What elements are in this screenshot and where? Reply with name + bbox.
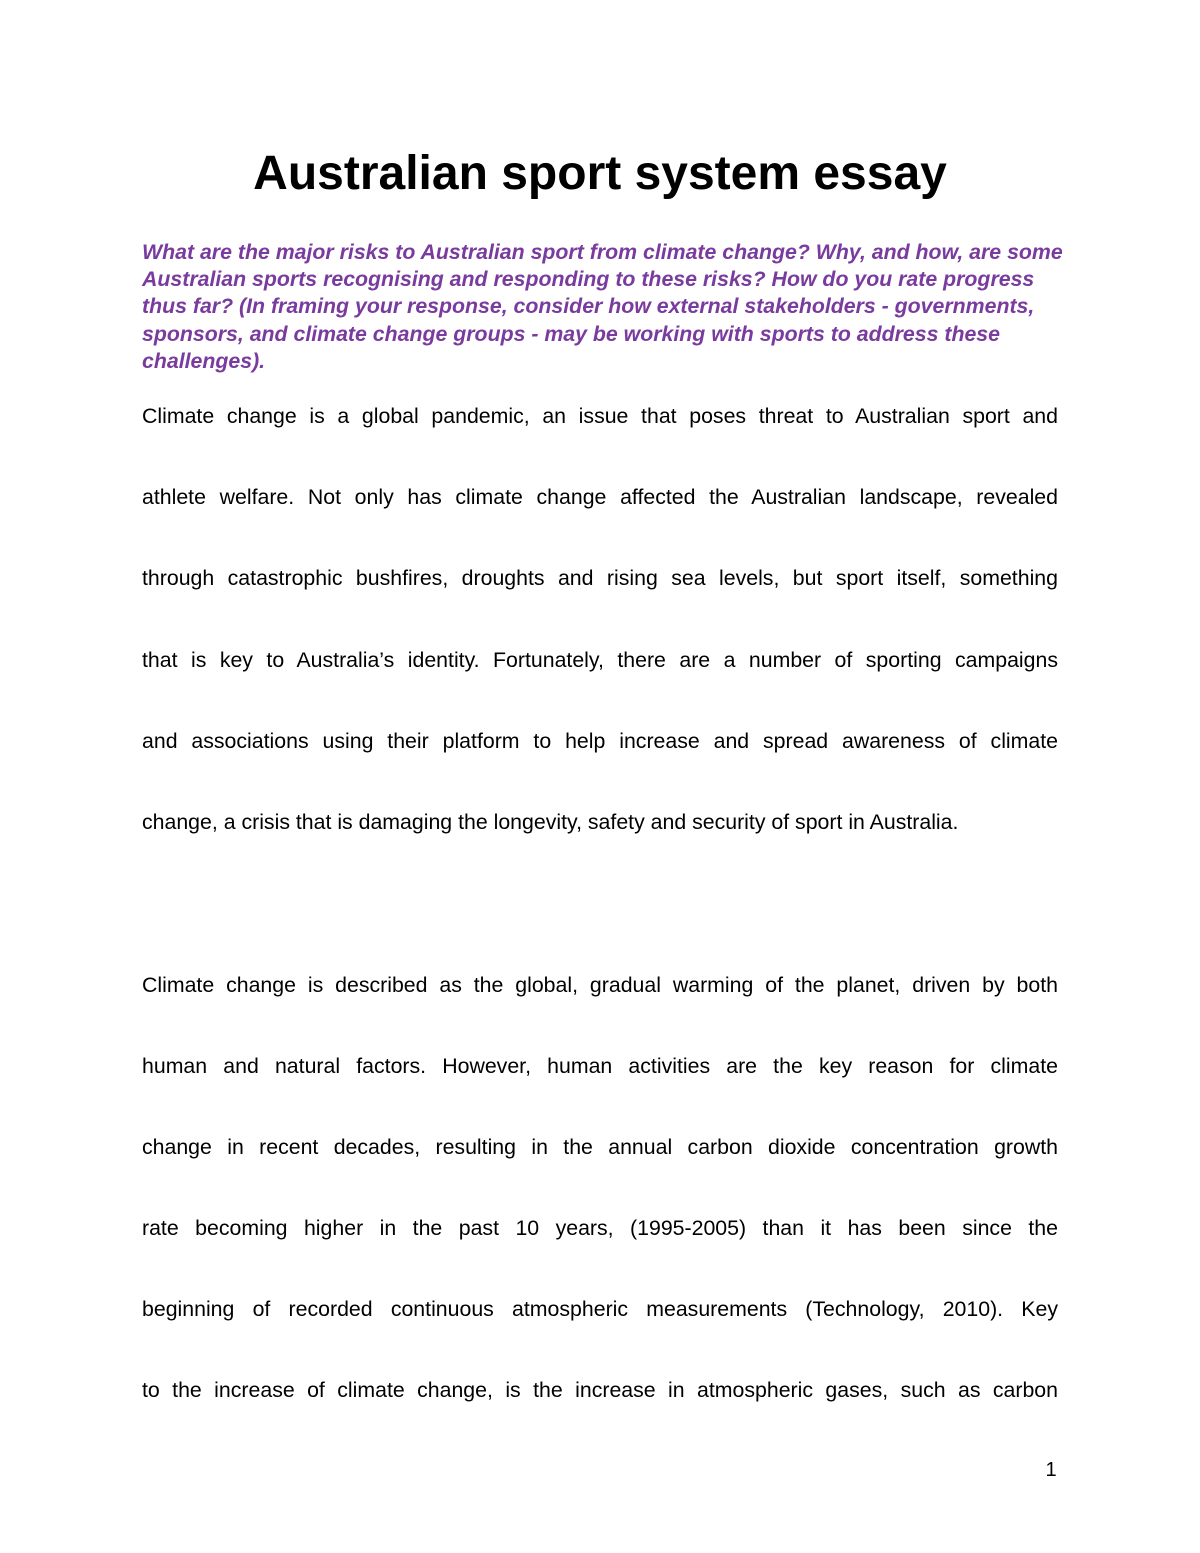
essay-title: Australian sport system essay [253, 147, 947, 200]
paragraph-line: through catastrophic bushfires, droughts and rising sea levels, but sport itself, something [142, 566, 1058, 590]
essay-question: What are the major risks to Australian sport from climate change? Why, and how, are some Australian sports recognising and responding to these risks? How do you rate progress thus far? (In framing your response, consider how external stakeholders - governments, sponsors, and climate change groups - may be working with sports to address these challenges). [142, 240, 1063, 373]
paragraph-line: beginning of recorded continuous atmospheric measurements (Technology, 2010). Key [142, 1297, 1058, 1321]
paragraph-line: Climate change is described as the global, gradual warming of the planet, driven by both [142, 973, 1058, 997]
paragraph-line: Climate change is a global pandemic, an issue that poses threat to Australian sport and [142, 404, 1058, 428]
paragraph-line: rate becoming higher in the past 10 years, (1995-2005) than it has been since the [142, 1216, 1058, 1240]
paragraph-line: athlete welfare. Not only has climate change affected the Australian landscape, revealed [142, 485, 1058, 509]
paragraph-line: change, a crisis that is damaging the longevity, safety and security of sport in Australia. [142, 810, 959, 834]
paragraph-line: change in recent decades, resulting in the annual carbon dioxide concentration growth [142, 1135, 1058, 1159]
paragraph-line: that is key to Australia’s identity. Fortunately, there are a number of sporting campaigns [142, 648, 1058, 672]
paragraph-line: to the increase of climate change, is the increase in atmospheric gases, such as carbon [142, 1378, 1058, 1402]
page-number: 1 [1045, 1459, 1057, 1481]
paragraph-line: and associations using their platform to help increase and spread awareness of climate [142, 729, 1058, 753]
paragraph-line: human and natural factors. However, human activities are the key reason for climate [142, 1054, 1058, 1078]
